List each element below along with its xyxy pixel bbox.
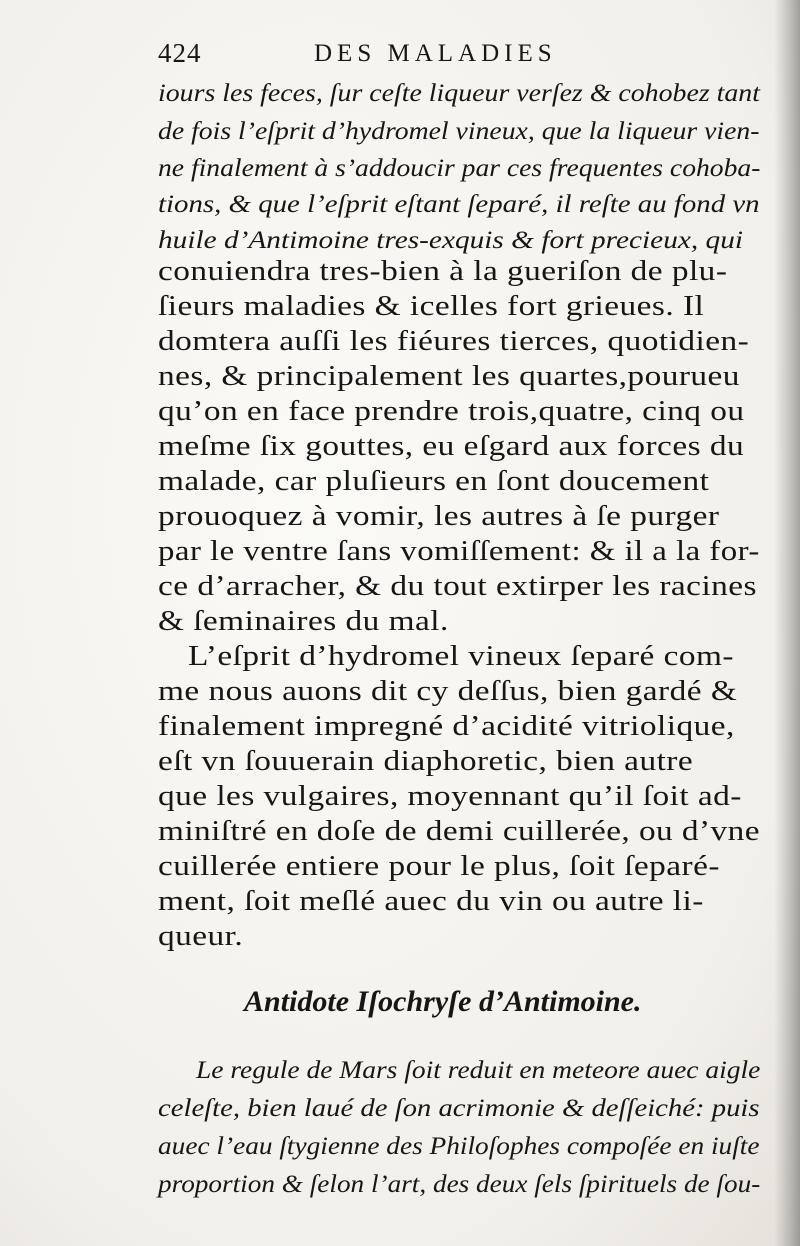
text-line: conuiendra tres-bien à la gueriſon de plu- xyxy=(158,255,728,287)
text-line: que les vulgaires, moyennant qu’il ſoit ad- xyxy=(158,780,742,812)
text-line: qu’on en face prendre trois,quatre, cinq ou xyxy=(158,395,745,427)
section-heading: Antidote Iſochryſe d’Antimoine. xyxy=(244,985,642,1018)
text-line: auec l’eau ſtygienne des Philoſophes compoſée en iuſte xyxy=(158,1131,760,1160)
text-line: Le regule de Mars ſoit reduit en meteore auec aigle xyxy=(196,1055,761,1084)
text-line: celeſte, bien laué de ſon acrimonie & deſſeiché: puis xyxy=(158,1093,760,1122)
text-line: finalement impregné d’acidité vitriolique, xyxy=(158,710,735,742)
text-line: cuillerée entiere pour le plus, ſoit ſeparé- xyxy=(158,850,720,882)
text-line: prouoquez à vomir, les autres à ſe purger xyxy=(158,500,720,532)
text-line: proportion & ſelon l’art, des deux ſels ſpirituels de ſou- xyxy=(158,1169,761,1198)
text-line: domtera auſſi les fiéures tierces, quotidien- xyxy=(158,325,750,357)
text-line: meſme ſix gouttes, eu eſgard aux forces du xyxy=(158,430,745,462)
text-line: me nous auons dit cy deſſus, bien gardé & xyxy=(158,675,738,707)
text-line: par le ventre ſans vomiſſement: & il a la for- xyxy=(158,535,760,567)
text-line: nes, & principalement les quartes,pourueu xyxy=(158,360,740,392)
text-line: miniſtré en doſe de demi cuillerée, ou d’vne xyxy=(158,815,760,847)
running-title: DES MALADIES xyxy=(314,40,557,67)
text-line: ment, ſoit meſlé auec du vin ou autre li- xyxy=(158,885,704,917)
page-header xyxy=(158,38,758,78)
text-line: ce d’arracher, & du tout extirper les racines xyxy=(158,570,758,602)
text-line: L’eſprit d’hydromel vineux ſeparé com- xyxy=(188,640,734,672)
text-line: malade, car pluſieurs en ſont doucement xyxy=(158,465,710,497)
text-line: & ſeminaires du mal. xyxy=(158,605,449,637)
text-line: queur. xyxy=(158,920,244,952)
text-line: tions, & que l’eſprit eſtant ſeparé, il reſte au fond vn xyxy=(158,189,760,218)
page-number: 424 xyxy=(158,38,202,68)
text-line: ne finalement à s’addoucir par ces frequentes cohoba- xyxy=(158,153,761,182)
text-line: de fois l’eſprit d’hydromel vineux, que la liqueur vien- xyxy=(158,116,760,145)
text-line: ſieurs maladies & icelles fort grieues. Il xyxy=(158,290,705,322)
page-gutter-shadow xyxy=(774,0,800,1246)
text-line: huile d’Antimoine tres-exquis & fort precieux, qui xyxy=(158,225,744,254)
text-line: iours les feces, ſur ceſte liqueur verſez & cohobez tant xyxy=(158,78,760,107)
text-line: eſt vn ſouuerain diaphoretic, bien autre xyxy=(158,745,694,777)
